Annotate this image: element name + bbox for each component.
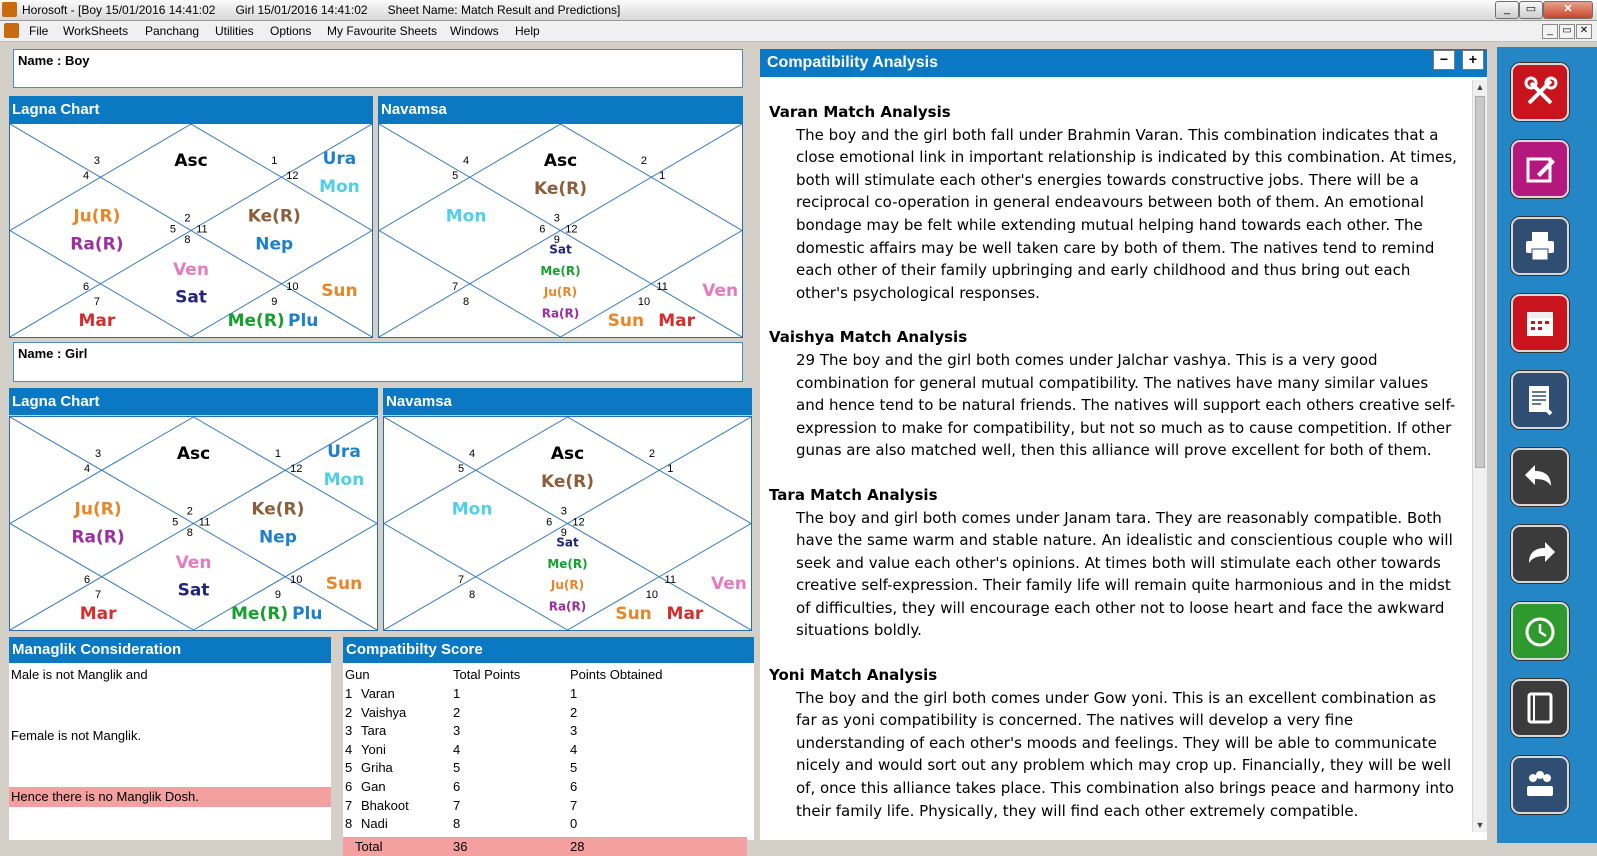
score-header-cell: Total Points bbox=[453, 667, 521, 682]
girl-navamsa-house-number: 9 bbox=[560, 527, 567, 540]
menu-options[interactable]: Options bbox=[270, 24, 312, 38]
analysis-section-text: The boy and the girl both fall under Brahmin Varan. This combination indicates that a close emotional link in important relationship is indicated by this combination. At times, both will stimulate each other's energies towards constructive jobs. There will be a reciprocal co-operation in general endeavours between both of them. An emotional bondage may be felt while extending mutual helping hand towards each other. The domestic affairs may be well taken care by both of them. The natives tend to remind each other of their family upbringing and early childhood and thus bring out each other's psychological responses. bbox=[796, 125, 1457, 302]
book-button[interactable] bbox=[1511, 679, 1569, 737]
boy-lagna-planet-jur: Ju(R) bbox=[73, 206, 121, 227]
score-gun-name: Varan bbox=[361, 686, 395, 701]
girl-lagna-chart bbox=[9, 416, 378, 631]
collapse-button[interactable]: − bbox=[1433, 50, 1455, 70]
right-toolbar bbox=[1497, 47, 1597, 843]
calendar-icon bbox=[1521, 304, 1559, 342]
girl-navamsa-house-number: 11 bbox=[664, 573, 676, 586]
girl-lagna-planet-mer: Me(R) bbox=[231, 603, 289, 624]
girl-lagna-planet-sun: Sun bbox=[325, 574, 363, 595]
boy-lagna-house-number: 9 bbox=[271, 295, 278, 308]
girl-navamsa-planet-ven: Ven bbox=[711, 574, 747, 595]
boy-lagna-house-number: 1 bbox=[271, 155, 278, 168]
analysis-section-text: 29 The boy and the girl both comes under Jalchar vashya. This is a very good combination for general mutual compatibility. The natives have many similar values and hence tend to be natural friends. The natives will support each others creative self-expression to make for compatibility, but not so much as to cause competition. If other gunas are also matched well, then this alliance will prove excellent for both of them. bbox=[796, 350, 1456, 460]
girl-lagna-house-number: 7 bbox=[95, 588, 102, 601]
girl-lagna-planet-ura: Ura bbox=[327, 442, 361, 463]
document-icon bbox=[1521, 381, 1559, 419]
boy-lagna-house-number: 3 bbox=[93, 155, 100, 168]
girl-navamsa-house-number: 5 bbox=[458, 463, 465, 476]
boy-navamsa-house-number: 3 bbox=[553, 212, 560, 225]
boy-lagna-house-number: 6 bbox=[82, 280, 90, 293]
print-button[interactable] bbox=[1511, 217, 1569, 275]
mdi-close-button[interactable]: ✕ bbox=[1576, 24, 1592, 39]
girl-lagna-planet-mon: Mon bbox=[323, 469, 365, 490]
girl-lagna-house-number: 8 bbox=[186, 527, 193, 540]
score-gun-name: Tara bbox=[361, 723, 387, 739]
back-arrow-icon bbox=[1521, 458, 1559, 496]
boy-navamsa-header: Navamsa bbox=[378, 96, 743, 123]
score-points-obtained: 3 bbox=[570, 723, 578, 739]
minimize-button[interactable]: _ bbox=[1495, 1, 1519, 19]
boy-lagna-planet-nep: Nep bbox=[255, 234, 294, 255]
boy-lagna-planet-plu: Plu bbox=[288, 310, 319, 331]
clock-button[interactable] bbox=[1511, 602, 1569, 660]
boy-navamsa-house-number: 2 bbox=[640, 155, 648, 168]
girl-lagna-planet-ven: Ven bbox=[175, 552, 212, 573]
boy-lagna-planet-asc: Asc bbox=[174, 151, 208, 172]
boy-lagna-house-number: 12 bbox=[286, 170, 299, 183]
mdi-minimize-button[interactable]: _ bbox=[1542, 24, 1558, 39]
score-row-number: 1 bbox=[345, 686, 353, 701]
girl-navamsa-house-number: 3 bbox=[560, 505, 567, 518]
back-button[interactable] bbox=[1511, 448, 1569, 506]
girl-navamsa-planet-mon: Mon bbox=[451, 499, 493, 520]
boy-navamsa-house-number: 1 bbox=[659, 170, 666, 183]
boy-lagna-house-number: 10 bbox=[286, 280, 299, 293]
tools-icon bbox=[1521, 73, 1559, 111]
score-points-obtained: 2 bbox=[570, 704, 578, 720]
book-icon bbox=[1521, 689, 1559, 727]
boy-lagna-house-number: 7 bbox=[93, 295, 100, 308]
clock-icon bbox=[1521, 612, 1559, 650]
scroll-down-arrow-icon[interactable]: ▼ bbox=[1475, 820, 1485, 830]
girl-navamsa-planet-asc: Asc bbox=[550, 444, 585, 465]
mdi-restore-button[interactable]: ▭ bbox=[1559, 24, 1575, 39]
tools-button[interactable] bbox=[1511, 63, 1569, 121]
boy-navamsa-planet-rar: Ra(R) bbox=[541, 306, 580, 321]
score-gun-name: Vaishya bbox=[361, 704, 407, 720]
score-row-number: 2 bbox=[345, 704, 353, 720]
boy-navamsa-planet-ven: Ven bbox=[702, 281, 739, 302]
score-total-points: 2 bbox=[453, 704, 461, 720]
girl-navamsa-planet-sat: Sat bbox=[556, 535, 579, 550]
score-gun-name: Nadi bbox=[361, 816, 388, 832]
girl-navamsa-house-number: 12 bbox=[572, 516, 585, 529]
printer-icon bbox=[1521, 227, 1559, 265]
analysis-section-text: The boy and the girl both comes under Gow yoni. This is an excellent combination as far as yoni compatibility is concerned. The natives will develop a very fine understanding of each other's moods and feelings. They will be able to communicate nicely and would sort out any problem which may crop up. Financially, they will be well of, once this alliance takes place. This combination also brings peace and harmony into their family life. Physically, they will find each other extremely compatible. bbox=[796, 688, 1455, 820]
score-total-points: 5 bbox=[453, 760, 461, 776]
boy-navamsa-planet-ker: Ke(R) bbox=[533, 178, 588, 199]
girl-lagna-planet-ker: Ke(R) bbox=[251, 499, 305, 520]
analysis-section-text: The boy and girl both comes under Janam tara. They are reasonably compatible. Both have the same warm and stable nature. An idealistic and conscientious couple who will seek and value each other's opinions. At times both will stimulate each other towards creative self-expression. Their family life will remain quite harmonious and in the midst of difficulties, they will encourage each other not to loose heart and face the awkward situations boldly. bbox=[796, 508, 1453, 640]
document-button[interactable] bbox=[1511, 371, 1569, 429]
girl-lagna-house-number: 6 bbox=[84, 573, 91, 586]
scroll-thumb[interactable] bbox=[1475, 96, 1485, 468]
girl-lagna-house-number: 4 bbox=[84, 463, 91, 476]
boy-lagna-house-number: 2 bbox=[184, 212, 191, 225]
score-row-number: 4 bbox=[345, 741, 353, 757]
score-row-number: 3 bbox=[345, 723, 353, 739]
girl-lagna-house-number: 2 bbox=[186, 505, 193, 518]
analysis-section-title: Yoni Match Analysis bbox=[769, 666, 938, 685]
girl-lagna-planet-jur: Ju(R) bbox=[74, 499, 122, 520]
analysis-title: Compatibility Analysis bbox=[767, 54, 938, 71]
score-points-obtained: 4 bbox=[570, 741, 578, 757]
score-table bbox=[343, 663, 754, 854]
boy-lagna-header: Lagna Chart bbox=[9, 96, 373, 123]
menu-bar bbox=[0, 21, 1597, 42]
girl-navamsa-planet-mar: Mar bbox=[666, 603, 704, 624]
girl-navamsa-house-number: 7 bbox=[458, 573, 465, 586]
menu-windows[interactable]: Windows bbox=[450, 24, 499, 38]
score-header: Compatibilty Score bbox=[343, 637, 754, 663]
boy-name-box bbox=[13, 49, 743, 88]
score-points-obtained: 6 bbox=[570, 779, 578, 794]
girl-navamsa-house-number: 10 bbox=[645, 588, 659, 601]
forward-arrow-icon bbox=[1521, 535, 1559, 573]
girl-lagna-house-number: 11 bbox=[198, 516, 211, 529]
boy-lagna-planet-sun: Sun bbox=[321, 281, 358, 302]
boy-lagna-house-number: 11 bbox=[196, 223, 208, 236]
score-points-obtained: 1 bbox=[570, 686, 578, 701]
boy-lagna-house-number: 5 bbox=[169, 223, 176, 236]
score-total-label: Total bbox=[355, 839, 383, 854]
menu-utilities[interactable]: Utilities bbox=[215, 24, 254, 38]
girl-navamsa-house-number: 4 bbox=[469, 448, 476, 461]
scroll-up-arrow-icon[interactable]: ▲ bbox=[1475, 82, 1485, 92]
score-row-number: 8 bbox=[345, 816, 353, 832]
boy-lagna-planet-ura: Ura bbox=[322, 149, 357, 170]
menu-my-favourite-sheets[interactable]: My Favourite Sheets bbox=[327, 24, 438, 38]
boy-navamsa-planet-asc: Asc bbox=[543, 151, 578, 172]
analysis-section-title: Tara Match Analysis bbox=[769, 485, 938, 504]
score-header-cell: Gun bbox=[345, 667, 370, 682]
score-header-cell: Points Obtained bbox=[570, 667, 663, 682]
boy-navamsa-planet-mon: Mon bbox=[445, 206, 487, 227]
boy-lagna-planet-mer: Me(R) bbox=[227, 310, 285, 331]
girl-name-label: Name : Girl bbox=[18, 346, 88, 361]
expand-button[interactable]: + bbox=[1462, 50, 1484, 70]
menu-file[interactable]: File bbox=[29, 24, 49, 38]
score-total-points: 8 bbox=[453, 816, 461, 832]
girl-navamsa-house-number: 2 bbox=[648, 448, 655, 461]
girl-lagna-header: Lagna Chart bbox=[9, 388, 378, 415]
meeting-button[interactable] bbox=[1511, 756, 1569, 814]
girl-navamsa-chart bbox=[383, 416, 752, 631]
boy-navamsa-house-number: 8 bbox=[463, 295, 470, 308]
score-total-points: 6 bbox=[453, 779, 461, 794]
boy-lagna-chart bbox=[9, 123, 373, 338]
score-obtained-value: 28 bbox=[570, 839, 585, 854]
analysis-section-title: Varan Match Analysis bbox=[769, 103, 951, 121]
score-row-number: 5 bbox=[345, 760, 353, 776]
boy-lagna-planet-ven: Ven bbox=[173, 259, 209, 280]
manglik-header: Managlik Consideration bbox=[9, 637, 331, 663]
score-row-number: 7 bbox=[345, 797, 353, 813]
meeting-icon bbox=[1521, 766, 1559, 804]
forward-button[interactable] bbox=[1511, 525, 1569, 583]
boy-navamsa-chart bbox=[378, 123, 743, 338]
score-row-number: 6 bbox=[345, 779, 353, 794]
girl-navamsa-planet-mer: Me(R) bbox=[547, 556, 588, 571]
manglik-male-text: Male is not Manglik and bbox=[11, 667, 148, 682]
close-button[interactable]: ✕ bbox=[1543, 1, 1593, 19]
boy-navamsa-house-number: 12 bbox=[565, 223, 578, 236]
boy-lagna-house-number: 4 bbox=[82, 170, 90, 183]
analysis-section-title: Vaishya Match Analysis bbox=[769, 328, 968, 347]
app-icon bbox=[2, 2, 17, 17]
score-total-points: 7 bbox=[453, 797, 461, 813]
girl-navamsa-header: Navamsa bbox=[383, 388, 752, 415]
score-gun-name: Yoni bbox=[361, 741, 386, 757]
score-points-obtained: 5 bbox=[570, 760, 578, 776]
boy-navamsa-planet-mer: Me(R) bbox=[540, 263, 581, 278]
analysis-panel bbox=[760, 49, 1487, 840]
analysis-header bbox=[760, 49, 1487, 77]
girl-navamsa-house-number: 1 bbox=[667, 463, 674, 476]
girl-lagna-house-number: 9 bbox=[274, 588, 281, 601]
girl-lagna-house-number: 10 bbox=[290, 573, 303, 586]
boy-navamsa-planet-sat: Sat bbox=[549, 242, 572, 257]
girl-lagna-planet-mar: Mar bbox=[79, 603, 117, 624]
girl-navamsa-planet-sun: Sun bbox=[615, 603, 652, 624]
girl-navamsa-house-number: 6 bbox=[546, 516, 553, 529]
girl-lagna-planet-rar: Ra(R) bbox=[71, 527, 125, 548]
edit-icon bbox=[1521, 150, 1559, 188]
girl-navamsa-planet-jur: Ju(R) bbox=[550, 578, 585, 593]
girl-name-box bbox=[13, 342, 743, 382]
menu-panchang[interactable]: Panchang bbox=[145, 24, 200, 38]
boy-lagna-planet-rar: Ra(R) bbox=[70, 234, 124, 255]
girl-lagna-planet-asc: Asc bbox=[176, 444, 211, 465]
girl-lagna-house-number: 1 bbox=[274, 448, 281, 461]
menu-help[interactable]: Help bbox=[515, 24, 540, 38]
maximize-button[interactable]: ▭ bbox=[1519, 1, 1543, 19]
girl-navamsa-planet-rar: Ra(R) bbox=[548, 599, 587, 614]
manglik-result: Hence there is no Manglik Dosh. bbox=[9, 787, 331, 807]
boy-lagna-planet-sat: Sat bbox=[175, 287, 207, 308]
score-total-points: 4 bbox=[453, 741, 461, 757]
boy-lagna-planet-mar: Mar bbox=[78, 310, 116, 331]
menu-worksheets[interactable]: WorkSheets bbox=[63, 24, 129, 38]
girl-navamsa-planet-ker: Ke(R) bbox=[540, 471, 595, 492]
boy-navamsa-house-number: 9 bbox=[553, 234, 560, 247]
boy-lagna-house-number: 8 bbox=[184, 234, 191, 247]
boy-navamsa-house-number: 7 bbox=[452, 280, 459, 293]
boy-name-label: Name : Boy bbox=[18, 53, 90, 68]
edit-button[interactable] bbox=[1511, 140, 1569, 198]
score-total-row bbox=[343, 837, 747, 856]
boy-navamsa-house-number: 10 bbox=[637, 295, 651, 308]
manglik-panel bbox=[9, 663, 331, 840]
score-points-obtained: 7 bbox=[570, 797, 578, 813]
boy-navamsa-house-number: 6 bbox=[539, 223, 546, 236]
manglik-female-text: Female is not Manglik. bbox=[11, 728, 142, 743]
girl-lagna-planet-nep: Nep bbox=[258, 527, 297, 548]
score-gun-name: Griha bbox=[361, 760, 393, 776]
boy-navamsa-planet-mar: Mar bbox=[658, 310, 696, 331]
analysis-scrollbar[interactable] bbox=[1472, 80, 1487, 832]
document-menu-icon[interactable] bbox=[4, 23, 19, 38]
boy-lagna-planet-mon: Mon bbox=[319, 176, 360, 197]
score-total-points: 3 bbox=[453, 723, 461, 739]
score-gun-name: Bhakoot bbox=[361, 797, 409, 813]
score-points-obtained: 0 bbox=[570, 816, 578, 832]
analysis-text bbox=[769, 101, 1459, 836]
boy-navamsa-planet-sun: Sun bbox=[607, 310, 645, 331]
boy-navamsa-house-number: 4 bbox=[463, 155, 470, 168]
boy-lagna-planet-ker: Ke(R) bbox=[247, 206, 301, 227]
girl-lagna-planet-plu: Plu bbox=[292, 603, 323, 624]
title-bar bbox=[0, 0, 1597, 21]
window-title: Horosoft - [Boy 15/01/2016 14:41:02 Girl 15/01/2016 14:41:02 Sheet Name: Match Result and Predictions] bbox=[22, 3, 621, 17]
boy-navamsa-planet-jur: Ju(R) bbox=[543, 285, 578, 300]
girl-navamsa-house-number: 8 bbox=[469, 588, 476, 601]
boy-navamsa-house-number: 11 bbox=[656, 280, 668, 293]
calendar-button[interactable] bbox=[1511, 294, 1569, 352]
girl-lagna-house-number: 3 bbox=[95, 448, 102, 461]
score-gun-name: Gan bbox=[361, 779, 386, 794]
score-total-points: 1 bbox=[453, 686, 461, 701]
girl-lagna-house-number: 5 bbox=[172, 516, 179, 529]
girl-lagna-planet-sat: Sat bbox=[177, 580, 210, 601]
girl-lagna-house-number: 12 bbox=[290, 463, 303, 476]
score-total-value: 36 bbox=[453, 839, 468, 854]
boy-navamsa-house-number: 5 bbox=[452, 170, 459, 183]
